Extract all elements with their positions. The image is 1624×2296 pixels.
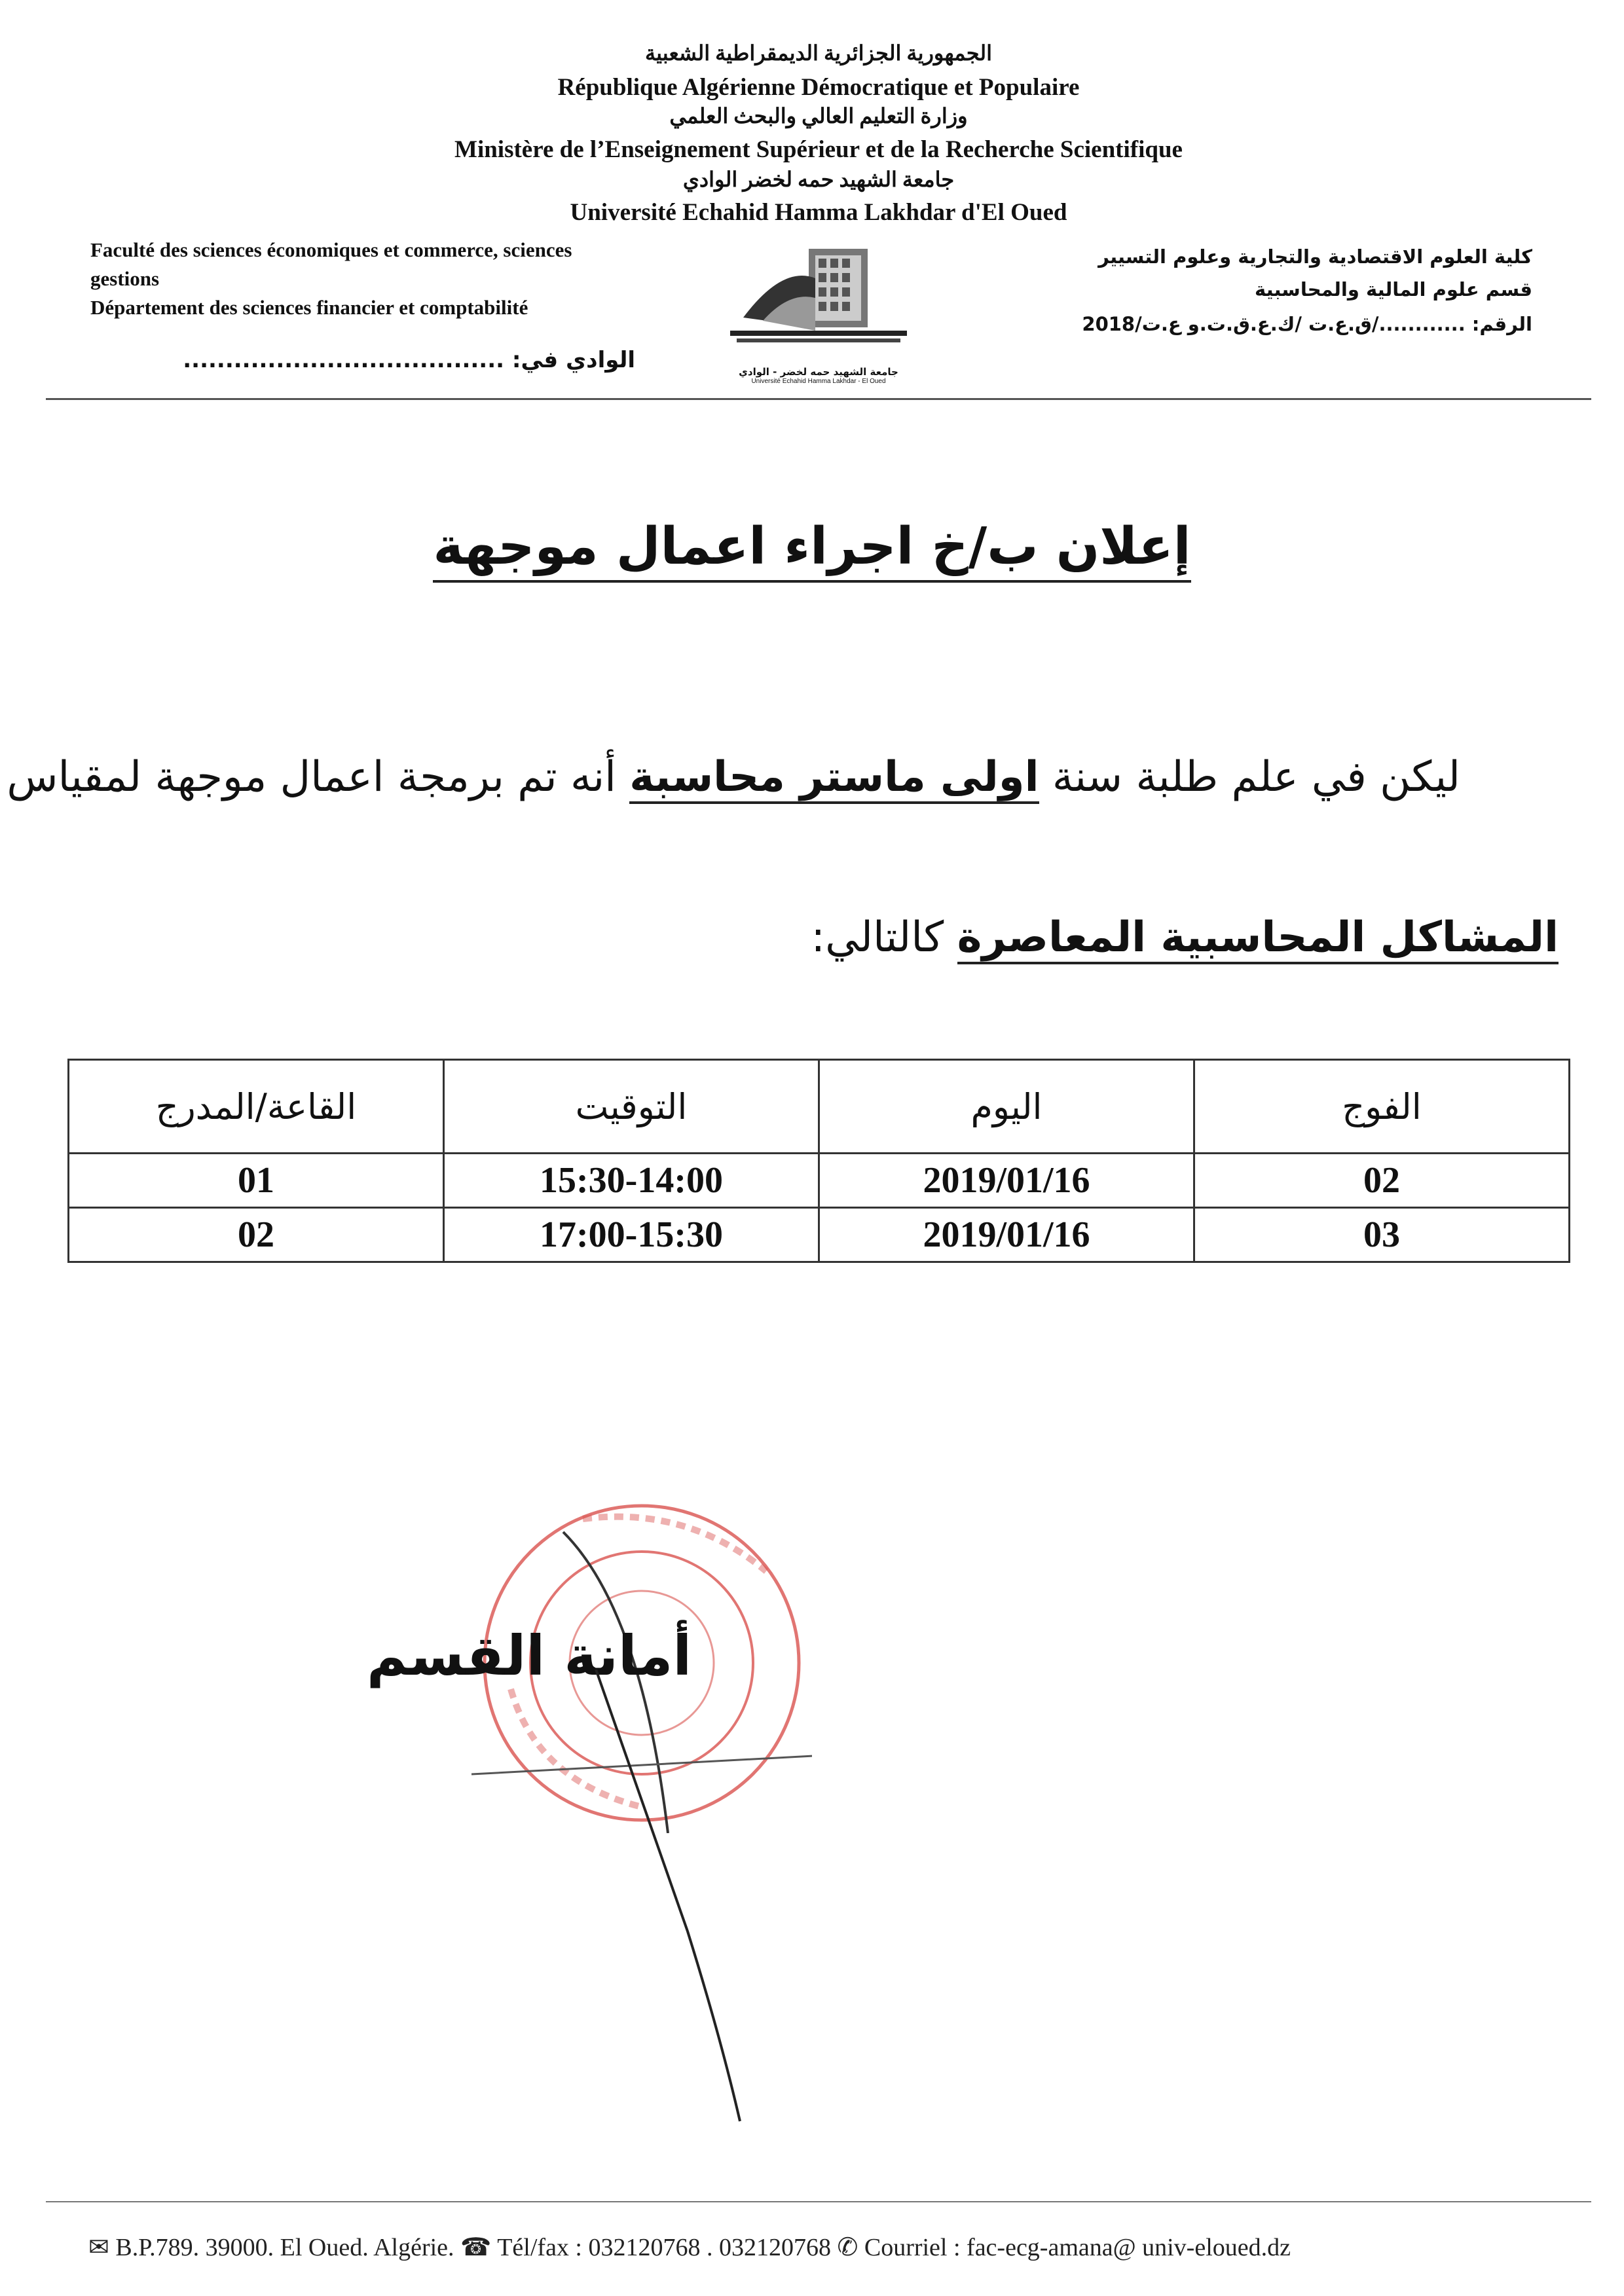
announcement-title-text: إعلان ب/خ اجراء اعمال موجهة	[433, 517, 1190, 583]
table-cell-room: 01	[69, 1154, 444, 1208]
table-cell-day: 2019/01/16	[819, 1208, 1194, 1262]
header-fr-ministry: Ministère de l’Enseignement Supérieur et de la Recherche Scientifique	[454, 136, 1183, 163]
body-line1-emph: اولى ماستر محاسبة	[629, 753, 1039, 804]
department-fr: Département des sciences financier et comptabilité	[90, 296, 528, 319]
table-row	[69, 1154, 1570, 1208]
body-line1-start: ليكن في علم طلبة سنة	[1039, 753, 1460, 801]
footer-address: B.P.789. 39000. El Oued. Algérie.	[115, 2234, 454, 2261]
header-rule	[46, 398, 1591, 400]
university-building-icon	[724, 239, 913, 363]
faculty-fr-line2: gestions	[90, 267, 160, 290]
body-line2-emph: المشاكل المحاسبية المعاصرة	[957, 913, 1559, 964]
schedule-table	[67, 1059, 1570, 1263]
table-header-row	[69, 1060, 1570, 1154]
faculty-ar: كلية العلوم الاقتصادية والتجارية وعلوم التسيير	[1098, 246, 1532, 268]
signature-label: أمانة القسم	[367, 1624, 692, 1688]
table-header-cell: الفوج	[1194, 1060, 1570, 1154]
university-logo	[724, 239, 913, 385]
table-cell-room: 02	[69, 1208, 444, 1262]
faculty-fr-line1: Faculté des sciences économiques et commerce, sciences	[90, 238, 572, 261]
logo-caption-fr: Université Echahid Hamma Lakhdar - El Oued	[751, 378, 886, 385]
table-header-cell: اليوم	[819, 1060, 1194, 1154]
table-header-cell: التوقيت	[444, 1060, 819, 1154]
mail-at-icon: ✆	[837, 2234, 858, 2261]
header-fr-university: Université Echahid Hamma Lakhdar d'El Oued	[570, 199, 1067, 226]
body-line-2	[144, 913, 1559, 962]
footer-phone: Tél/fax : 032120768 . 032120768	[497, 2234, 831, 2261]
table-row	[69, 1208, 1570, 1262]
announcement-title	[0, 517, 1624, 576]
footer-email: Courriel : fac-ecg-amana@ univ-eloued.dz	[864, 2234, 1291, 2261]
header-ar-republic: الجمهورية الجزائرية الديمقراطية الشعبية	[644, 41, 992, 65]
body-line-1	[7, 753, 1460, 801]
header-ar-university: جامعة الشهيد حمه لخضر الوادي	[682, 168, 955, 191]
table-cell-time: 15:30-14:00	[444, 1154, 819, 1208]
table-cell-group: 03	[1194, 1208, 1570, 1262]
logo-caption-ar: جامعة الشهيد حمه لخضر - الوادي	[739, 366, 898, 378]
footer-contact	[88, 2232, 1291, 2262]
table-header-cell: القاعة/المدرج	[69, 1060, 444, 1154]
header-ar-ministry: وزارة التعليم العالي والبحث العلمي	[669, 104, 968, 128]
table-cell-day: 2019/01/16	[819, 1154, 1194, 1208]
envelope-icon: ✉	[88, 2234, 109, 2261]
table-cell-group: 02	[1194, 1154, 1570, 1208]
footer-rule	[46, 2201, 1591, 2202]
header-fr-republic: République Algérienne Démocratique et Populaire	[557, 74, 1080, 101]
signature-stroke	[589, 1669, 760, 2128]
date-label: الوادي في: ......................................	[183, 347, 635, 373]
faculty-fr	[90, 236, 719, 322]
table-cell-time: 17:00-15:30	[444, 1208, 819, 1262]
phone-icon: ☎	[460, 2234, 492, 2261]
department-ar: قسم علوم المالية والمحاسبية	[1255, 278, 1532, 301]
body-line1-end: أنه تم برمجة اعمال موجهة لمقياس	[7, 753, 630, 801]
body-line2-end: كالتالي:	[811, 913, 957, 962]
reference-number: الرقم: ............/ق.ع.ت /ك.ع.ق.ت.و ع.ت/2018	[1082, 313, 1532, 335]
